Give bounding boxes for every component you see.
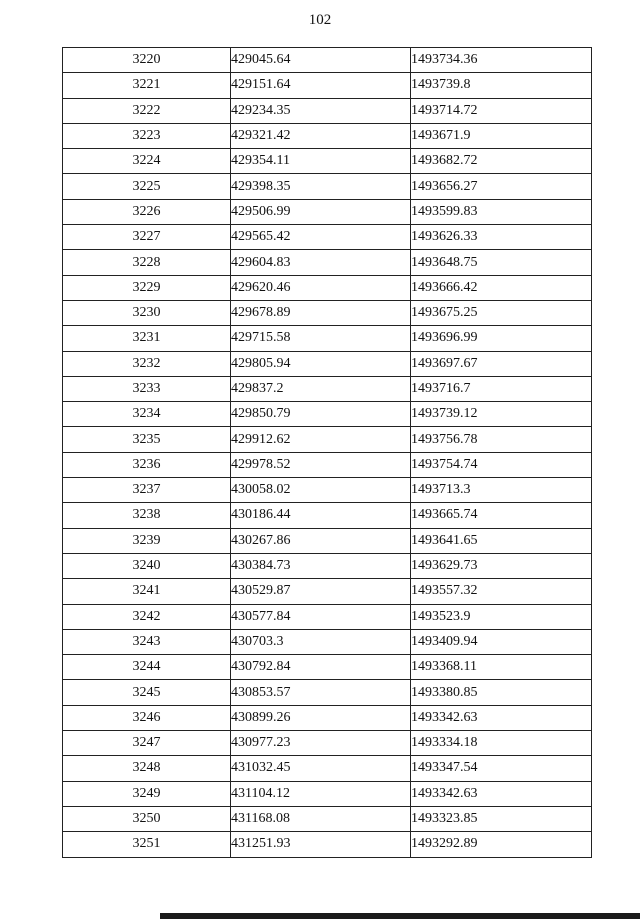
point-id-cell: 3231 — [63, 326, 231, 351]
table-row — [63, 655, 592, 680]
point-id-cell: 3245 — [63, 680, 231, 705]
y-coordinate-cell: 1493648.75 — [411, 250, 592, 275]
table-row — [63, 199, 592, 224]
point-id-cell: 3239 — [63, 528, 231, 553]
table-row — [63, 478, 592, 503]
table-row — [63, 832, 592, 857]
point-id-cell: 3249 — [63, 781, 231, 806]
x-coordinate-cell: 430267.86 — [231, 528, 411, 553]
table-row — [63, 300, 592, 325]
y-coordinate-cell: 1493409.94 — [411, 629, 592, 654]
table-row — [63, 731, 592, 756]
y-coordinate-cell: 1493754.74 — [411, 452, 592, 477]
point-id-cell: 3246 — [63, 705, 231, 730]
y-coordinate-cell: 1493739.12 — [411, 402, 592, 427]
point-id-cell: 3251 — [63, 832, 231, 857]
x-coordinate-cell: 430058.02 — [231, 478, 411, 503]
y-coordinate-cell: 1493599.83 — [411, 199, 592, 224]
table-row — [63, 48, 592, 73]
x-coordinate-cell: 429234.35 — [231, 98, 411, 123]
x-coordinate-cell: 429620.46 — [231, 275, 411, 300]
y-coordinate-cell: 1493342.63 — [411, 781, 592, 806]
x-coordinate-cell: 430186.44 — [231, 503, 411, 528]
point-id-cell: 3243 — [63, 629, 231, 654]
table-row — [63, 351, 592, 376]
coordinate-table — [62, 47, 592, 858]
point-id-cell: 3244 — [63, 655, 231, 680]
point-id-cell: 3247 — [63, 731, 231, 756]
point-id-cell: 3225 — [63, 174, 231, 199]
table-row — [63, 174, 592, 199]
table-row — [63, 73, 592, 98]
y-coordinate-cell: 1493626.33 — [411, 225, 592, 250]
x-coordinate-cell: 429912.62 — [231, 427, 411, 452]
point-id-cell: 3224 — [63, 149, 231, 174]
x-coordinate-cell: 429398.35 — [231, 174, 411, 199]
x-coordinate-cell: 431168.08 — [231, 806, 411, 831]
point-id-cell: 3234 — [63, 402, 231, 427]
x-coordinate-cell: 429565.42 — [231, 225, 411, 250]
y-coordinate-cell: 1493656.27 — [411, 174, 592, 199]
point-id-cell: 3235 — [63, 427, 231, 452]
table-row — [63, 629, 592, 654]
point-id-cell: 3238 — [63, 503, 231, 528]
point-id-cell: 3241 — [63, 579, 231, 604]
table-row — [63, 402, 592, 427]
point-id-cell: 3223 — [63, 123, 231, 148]
table-row — [63, 326, 592, 351]
table-row — [63, 123, 592, 148]
table-row — [63, 705, 592, 730]
x-coordinate-cell: 430899.26 — [231, 705, 411, 730]
x-coordinate-cell: 429354.11 — [231, 149, 411, 174]
y-coordinate-cell: 1493739.8 — [411, 73, 592, 98]
coordinate-table-body — [63, 48, 592, 858]
y-coordinate-cell: 1493292.89 — [411, 832, 592, 857]
point-id-cell: 3228 — [63, 250, 231, 275]
x-coordinate-cell: 430703.3 — [231, 629, 411, 654]
x-coordinate-cell: 429978.52 — [231, 452, 411, 477]
y-coordinate-cell: 1493380.85 — [411, 680, 592, 705]
y-coordinate-cell: 1493665.74 — [411, 503, 592, 528]
table-row — [63, 579, 592, 604]
y-coordinate-cell: 1493641.65 — [411, 528, 592, 553]
y-coordinate-cell: 1493629.73 — [411, 553, 592, 578]
x-coordinate-cell: 429321.42 — [231, 123, 411, 148]
x-coordinate-cell: 429151.64 — [231, 73, 411, 98]
x-coordinate-cell: 429805.94 — [231, 351, 411, 376]
y-coordinate-cell: 1493682.72 — [411, 149, 592, 174]
point-id-cell: 3232 — [63, 351, 231, 376]
x-coordinate-cell: 430792.84 — [231, 655, 411, 680]
y-coordinate-cell: 1493756.78 — [411, 427, 592, 452]
x-coordinate-cell: 430977.23 — [231, 731, 411, 756]
x-coordinate-cell: 431032.45 — [231, 756, 411, 781]
y-coordinate-cell: 1493323.85 — [411, 806, 592, 831]
y-coordinate-cell: 1493557.32 — [411, 579, 592, 604]
y-coordinate-cell: 1493716.7 — [411, 376, 592, 401]
y-coordinate-cell: 1493347.54 — [411, 756, 592, 781]
x-coordinate-cell: 429715.58 — [231, 326, 411, 351]
table-row — [63, 604, 592, 629]
y-coordinate-cell: 1493714.72 — [411, 98, 592, 123]
y-coordinate-cell: 1493696.99 — [411, 326, 592, 351]
point-id-cell: 3233 — [63, 376, 231, 401]
scan-edge-shadow — [160, 913, 640, 919]
x-coordinate-cell: 430577.84 — [231, 604, 411, 629]
y-coordinate-cell: 1493671.9 — [411, 123, 592, 148]
table-row — [63, 250, 592, 275]
y-coordinate-cell: 1493523.9 — [411, 604, 592, 629]
point-id-cell: 3242 — [63, 604, 231, 629]
table-row — [63, 781, 592, 806]
x-coordinate-cell: 429837.2 — [231, 376, 411, 401]
point-id-cell: 3250 — [63, 806, 231, 831]
table-row — [63, 275, 592, 300]
x-coordinate-cell: 430384.73 — [231, 553, 411, 578]
y-coordinate-cell: 1493675.25 — [411, 300, 592, 325]
point-id-cell: 3221 — [63, 73, 231, 98]
y-coordinate-cell: 1493368.11 — [411, 655, 592, 680]
table-row — [63, 553, 592, 578]
page-number: 102 — [308, 12, 332, 28]
point-id-cell: 3230 — [63, 300, 231, 325]
x-coordinate-cell: 431251.93 — [231, 832, 411, 857]
y-coordinate-cell: 1493734.36 — [411, 48, 592, 73]
x-coordinate-cell: 429604.83 — [231, 250, 411, 275]
point-id-cell: 3237 — [63, 478, 231, 503]
table-row — [63, 503, 592, 528]
point-id-cell: 3229 — [63, 275, 231, 300]
point-id-cell: 3240 — [63, 553, 231, 578]
y-coordinate-cell: 1493697.67 — [411, 351, 592, 376]
table-row — [63, 225, 592, 250]
x-coordinate-cell: 430529.87 — [231, 579, 411, 604]
x-coordinate-cell: 429506.99 — [231, 199, 411, 224]
table-row — [63, 149, 592, 174]
table-row — [63, 376, 592, 401]
point-id-cell: 3226 — [63, 199, 231, 224]
point-id-cell: 3227 — [63, 225, 231, 250]
point-id-cell: 3248 — [63, 756, 231, 781]
x-coordinate-cell: 429045.64 — [231, 48, 411, 73]
y-coordinate-cell: 1493713.3 — [411, 478, 592, 503]
y-coordinate-cell: 1493342.63 — [411, 705, 592, 730]
table-row — [63, 528, 592, 553]
point-id-cell: 3222 — [63, 98, 231, 123]
table-row — [63, 98, 592, 123]
y-coordinate-cell: 1493334.18 — [411, 731, 592, 756]
table-row — [63, 680, 592, 705]
table-row — [63, 427, 592, 452]
y-coordinate-cell: 1493666.42 — [411, 275, 592, 300]
table-row — [63, 452, 592, 477]
x-coordinate-cell: 430853.57 — [231, 680, 411, 705]
x-coordinate-cell: 429850.79 — [231, 402, 411, 427]
table-row — [63, 806, 592, 831]
x-coordinate-cell: 429678.89 — [231, 300, 411, 325]
point-id-cell: 3236 — [63, 452, 231, 477]
x-coordinate-cell: 431104.12 — [231, 781, 411, 806]
point-id-cell: 3220 — [63, 48, 231, 73]
table-row — [63, 756, 592, 781]
